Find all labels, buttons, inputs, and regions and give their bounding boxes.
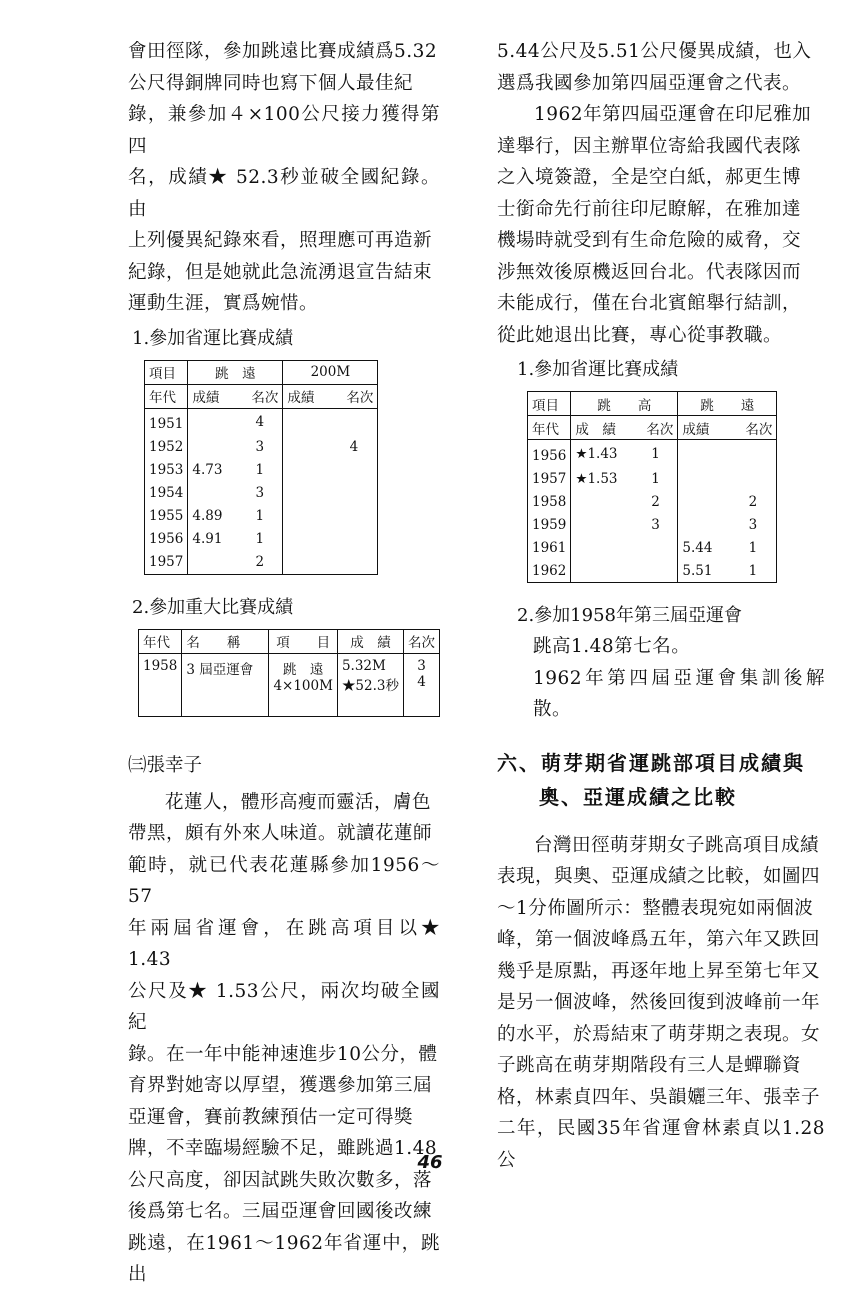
text-line: 年兩屆省運會，在跳高項目以★ 1.43: [128, 917, 440, 970]
item-line: 跳 遠: [282, 661, 324, 678]
section-heading-line: 六、萌芽期省運跳部項目成績與: [497, 750, 805, 775]
text-line: ～1分佈圖所示：整體表現宛如兩個波: [497, 897, 814, 919]
cell: [283, 459, 331, 482]
text-line: 錄，兼參加４×100公尺接力獲得第四: [128, 104, 440, 157]
header-cell: 名次: [408, 635, 435, 651]
text-line: 5.44公尺及5.51公尺優異成績，也入: [497, 41, 812, 62]
left-column: [128, 36, 440, 1291]
text-line: 帶黑，頗有外來人味道。就讀花蓮師: [128, 823, 433, 844]
text-line: 後爲第七名。三屆亞運會回國後改練: [128, 1201, 433, 1222]
text-line: 表現，與奧、亞運成績之比較，如圖四: [497, 866, 821, 887]
cell: [634, 536, 678, 559]
cell: 2: [748, 493, 758, 510]
header-cell: 項 目: [269, 629, 338, 653]
cell: [330, 551, 378, 575]
header-cell: 名 稱: [182, 629, 269, 653]
section-heading: [497, 746, 825, 814]
year-cell: 1959: [528, 513, 571, 536]
result-line: 5.32M: [341, 657, 386, 674]
table-row: [145, 528, 378, 551]
header-cell: 名次: [346, 390, 374, 406]
subsection-heading: ㈢張幸子: [128, 754, 203, 776]
header-cell: 名次: [237, 384, 283, 408]
header-cell: 名次: [745, 421, 773, 438]
cell: [330, 505, 378, 528]
text-line: 是另一個波峰，然後回復到波峰前一年: [497, 992, 821, 1013]
right-column: [497, 36, 825, 1176]
year-cell: 1961: [528, 536, 571, 559]
cell: 2: [634, 490, 678, 513]
cell: [330, 528, 378, 551]
text-line: 台灣田徑萌芽期女子跳高項目成績: [534, 834, 820, 856]
cell: [283, 505, 331, 528]
table-row: [528, 536, 777, 559]
cell: [283, 551, 331, 575]
cell: 3: [634, 513, 678, 536]
cell: [283, 436, 331, 459]
cell: 1: [748, 539, 758, 556]
result-line: ★52.3秒: [341, 677, 399, 694]
text-line: 運動生涯，實爲婉惜。: [128, 293, 319, 314]
text-line: 之入境簽證，全是空白紙，郝更生博: [497, 167, 802, 188]
cell: [571, 559, 634, 583]
cell: [283, 482, 331, 505]
header-cell: 項目: [145, 360, 188, 384]
header-cell: 跳 高: [571, 392, 678, 416]
cell: [188, 408, 237, 436]
header-cell: 跳 遠: [700, 397, 755, 414]
cell: [678, 467, 730, 490]
text-line: 機場時就受到有生命危險的威脅，交: [497, 230, 802, 251]
paragraph-comparison: [497, 830, 825, 1177]
cell: 4.91: [192, 531, 223, 547]
text-line: 會田徑隊，參加跳遠比賽成績爲5.32: [128, 41, 438, 62]
text-line: 達舉行，因主辦單位寄給我國代表隊: [497, 135, 802, 157]
table-2-label: 2.參加重大比賽成績: [132, 596, 294, 618]
year-cell: 1957: [145, 551, 188, 575]
cell: [678, 490, 730, 513]
cell: 4.73: [192, 462, 223, 478]
cell: [571, 490, 634, 513]
paragraph-1: [128, 36, 440, 320]
header-cell: 成績: [287, 390, 315, 406]
table-row: [145, 482, 378, 505]
cell: 2: [237, 551, 283, 575]
table-row: [145, 459, 378, 482]
cell: 3: [237, 482, 283, 505]
text-line: 未能成行，僅在台北賓館舉行結訓，: [497, 293, 802, 314]
text-line: 牌，不幸臨場經驗不足，雖跳過1.48: [128, 1138, 438, 1159]
item-line: 4×100M: [273, 677, 333, 694]
table-row: [139, 653, 440, 716]
cell: [188, 482, 237, 505]
cell: [729, 440, 776, 468]
cell: 1: [237, 505, 283, 528]
cell: 1: [237, 528, 283, 551]
text-line: 公尺高度，卻因試跳失敗次數多，落: [128, 1169, 433, 1191]
text-line: 幾乎是原點，再逐年地上昇至第七年又: [497, 960, 821, 982]
text-line: 公尺及★ 1.53公尺，兩次均破全國紀: [128, 980, 440, 1033]
year-cell: 1958: [139, 653, 182, 716]
text-line: 的水平，於焉結束了萌芽期之表現。女: [497, 1023, 821, 1045]
text-line: 上列優異紀錄來看，照理應可再造新: [128, 230, 433, 251]
year-cell: 1951: [145, 408, 188, 436]
header-cell: 成 績: [575, 421, 616, 438]
table-row: [528, 490, 777, 513]
header-cell: 跳 遠: [188, 360, 283, 384]
table-row: [145, 505, 378, 528]
cell: [330, 482, 378, 505]
table-row: [145, 551, 378, 575]
rank-line: 4: [417, 673, 426, 690]
results-cell: [337, 653, 403, 716]
year-cell: 1954: [145, 482, 188, 505]
text-line: 範時，就已代表花蓮縣參加1956～57: [128, 854, 440, 907]
cell: [678, 513, 730, 536]
header-cell: 年代: [139, 629, 182, 653]
cell: [634, 559, 678, 583]
text-line: 從此她退出比賽，專心從事教職。: [497, 324, 783, 346]
text-line: 育界對她寄以厚望，獲選參加第三屆: [128, 1075, 433, 1096]
cell: [283, 408, 331, 436]
event-name-cell: 3 屆亞運會: [182, 653, 269, 716]
text-line: 涉無效後原機返回台北。代表隊因而: [497, 261, 802, 283]
cell: 1: [634, 440, 678, 468]
ranks-cell: [404, 653, 440, 716]
text-line: 錄。在一年中能神速進步10公分，體: [128, 1043, 438, 1065]
cell: [188, 436, 237, 459]
paragraph-asian-games: [497, 99, 825, 351]
cell: 1: [748, 562, 758, 579]
text-line: 格，林素貞四年、吳韻孋三年、張幸子: [497, 1086, 821, 1108]
year-cell: 1956: [528, 440, 571, 468]
text-line: 公尺得銅牌同時也寫下個人最佳紀: [128, 72, 414, 94]
header-cell: 年代: [145, 384, 188, 408]
page-number: 46: [417, 1152, 443, 1173]
header-cell: 200M: [310, 364, 351, 380]
cell: 5.51: [682, 562, 713, 579]
text-line: 跳遠，在1961～1962年省運中，跳出: [128, 1232, 440, 1285]
cell: 4: [237, 408, 283, 436]
header-cell: 項目: [528, 392, 571, 416]
table-row: [145, 436, 378, 459]
major-games-table: [138, 629, 440, 717]
event-items-cell: [269, 653, 338, 716]
header-cell: 成績: [682, 421, 710, 438]
cell: [571, 513, 634, 536]
text-line: 選爲我國參加第四屆亞運會之代表。: [497, 72, 802, 94]
text-line: 紀錄，但是她就此急流湧退宣告結束: [128, 261, 433, 283]
text-line: 亞運會，賽前教練預估一定可得獎: [128, 1106, 414, 1128]
cell: ★1.43: [575, 445, 618, 462]
text-line: 二年，民國35年省運會林素貞以1.28公: [497, 1118, 825, 1171]
table-row: [528, 467, 777, 490]
cell: ★1.53: [575, 470, 618, 487]
table-row: [528, 559, 777, 583]
cell: [330, 459, 378, 482]
cell: [283, 528, 331, 551]
cell: [330, 408, 378, 436]
paragraph-2: [128, 787, 440, 1291]
section-heading-line: 奧、亞運成績之比較: [539, 784, 737, 809]
text-line: 1962年第四屆亞運會集訓後解散。: [533, 667, 825, 720]
cell: 4.89: [192, 508, 223, 524]
year-cell: 1962: [528, 559, 571, 583]
text-line: 峰，第一個波峰爲五年，第六年又跌回: [497, 929, 821, 950]
text-line: 跳高1.48第七名。: [533, 636, 691, 657]
year-cell: 1958: [528, 490, 571, 513]
cell: 1: [634, 467, 678, 490]
asian-games-1958-label: 2.參加1958年第三屆亞運會: [517, 605, 742, 626]
table-3-label: 1.參加省運比賽成績: [517, 359, 679, 380]
header-cell: 成 績: [337, 629, 403, 653]
header-cell: 名次: [634, 416, 678, 440]
text-line: 士銜命先行前往印尼瞭解，在雅加達: [497, 198, 802, 220]
paragraph-continued: [497, 36, 825, 99]
cell: 3: [748, 516, 758, 533]
header-cell: 年代: [528, 416, 571, 440]
text-line: 花蓮人，體形高瘦而靈活，膚色: [165, 791, 432, 813]
year-cell: 1953: [145, 459, 188, 482]
year-cell: 1952: [145, 436, 188, 459]
text-line: 名，成績★ 52.3秒並破全國紀錄。由: [128, 167, 440, 220]
text-line: 子跳高在萌芽期階段有三人是蟬聯資: [497, 1055, 802, 1076]
provincial-games-table-highjump-longjump: [527, 391, 777, 583]
year-cell: 1957: [528, 467, 571, 490]
table-1-label: 1.參加省運比賽成績: [132, 327, 294, 349]
cell: [188, 551, 237, 575]
cell: [571, 536, 634, 559]
year-cell: 1956: [145, 528, 188, 551]
text-line: 1962年第四屆亞運會在印尼雅加: [534, 104, 812, 125]
cell: [729, 467, 776, 490]
table-row: [528, 440, 777, 468]
cell: [678, 440, 730, 468]
rank-line: 3: [417, 657, 426, 674]
table-row: [528, 513, 777, 536]
cell: 1: [237, 459, 283, 482]
provincial-games-table-longjump-200m: [144, 360, 378, 575]
cell: 4: [349, 439, 359, 455]
header-cell: 成績: [192, 390, 220, 406]
cell: 5.44: [682, 539, 713, 556]
cell: 3: [237, 436, 283, 459]
year-cell: 1955: [145, 505, 188, 528]
table-row: [145, 408, 378, 436]
